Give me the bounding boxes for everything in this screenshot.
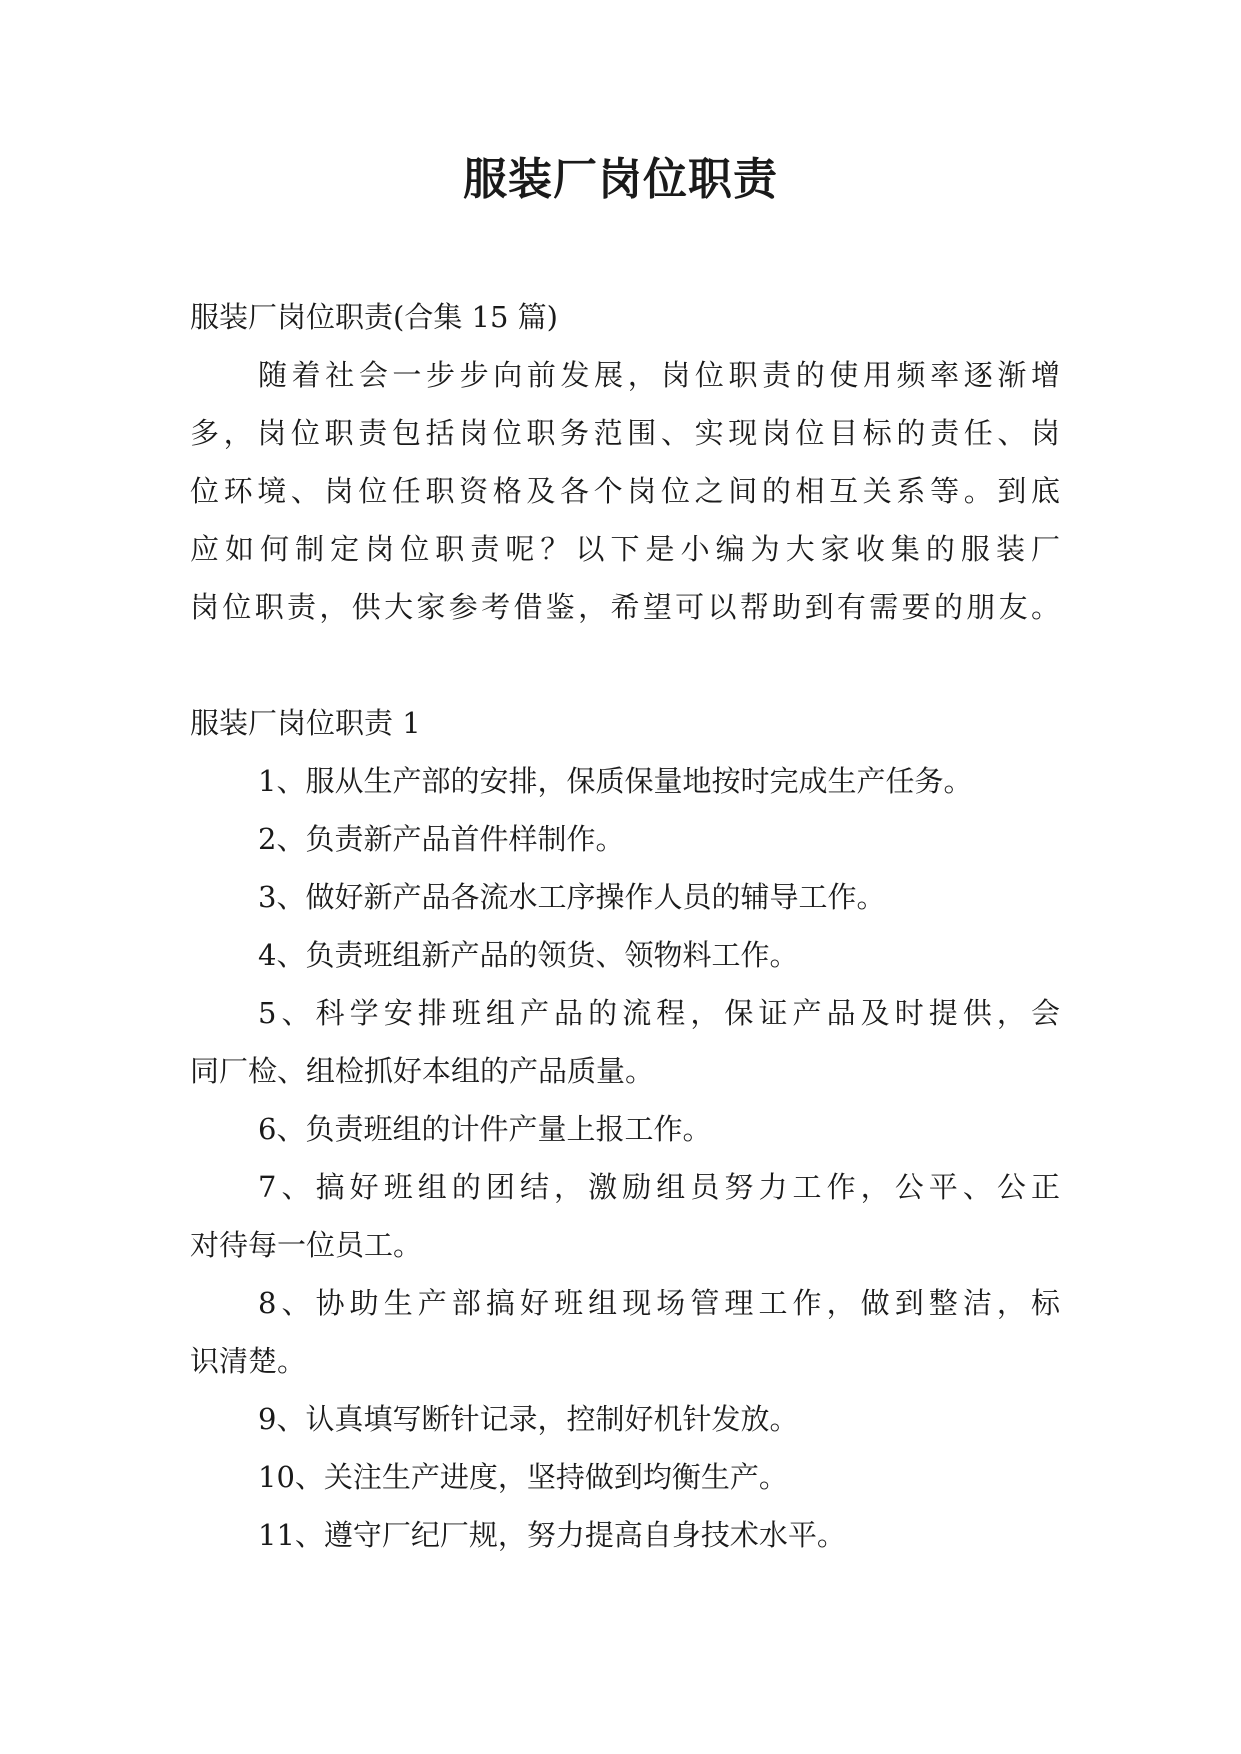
paragraph-spacer (190, 636, 1060, 694)
duty-item: 11、遵守厂纪厂规，努力提高自身技术水平。 (258, 1518, 846, 1552)
document-subtitle: 服装厂岗位职责(合集 15 篇) (190, 300, 558, 334)
section-heading: 服装厂岗位职责 1 (190, 706, 421, 740)
document-body (190, 288, 1060, 1564)
duty-item: 8、协助生产部搞好班组现场管理工作，做到整洁，标 (258, 1286, 1060, 1320)
duty-item: 1、服从生产部的安排，保质保量地按时完成生产任务。 (258, 764, 973, 798)
duty-item: 4、负责班组新产品的领货、领物料工作。 (258, 938, 799, 972)
duty-item: 5、科学安排班组产品的流程，保证产品及时提供，会 (258, 996, 1060, 1030)
intro-line: 位环境、岗位任职资格及各个岗位之间的相互关系等。到底 (190, 474, 1060, 508)
duty-item: 6、负责班组的计件产量上报工作。 (258, 1112, 712, 1146)
duty-item-continuation: 同厂检、组检抓好本组的产品质量。 (190, 1054, 655, 1088)
duty-item: 10、关注生产进度，坚持做到均衡生产。 (258, 1460, 788, 1494)
duty-item-continuation: 对待每一位员工。 (190, 1228, 423, 1262)
intro-line: 多，岗位职责包括岗位职务范围、实现岗位目标的责任、岗 (190, 416, 1060, 450)
duty-item-continuation: 识清楚。 (190, 1344, 307, 1378)
duty-item: 9、认真填写断针记录，控制好机针发放。 (258, 1402, 799, 1436)
duty-item: 7、搞好班组的团结，激励组员努力工作，公平、公正 (258, 1170, 1060, 1204)
intro-line: 岗位职责，供大家参考借鉴，希望可以帮助到有需要的朋友。 (190, 590, 1060, 624)
document-title: 服装厂岗位职责 (463, 154, 778, 205)
intro-line: 随着社会一步步向前发展，岗位职责的使用频率逐渐增 (258, 358, 1060, 392)
duty-item: 3、做好新产品各流水工序操作人员的辅导工作。 (258, 880, 886, 914)
intro-line: 应如何制定岗位职责呢？以下是小编为大家收集的服装厂 (190, 532, 1060, 566)
duty-item: 2、负责新产品首件样制作。 (258, 822, 625, 856)
